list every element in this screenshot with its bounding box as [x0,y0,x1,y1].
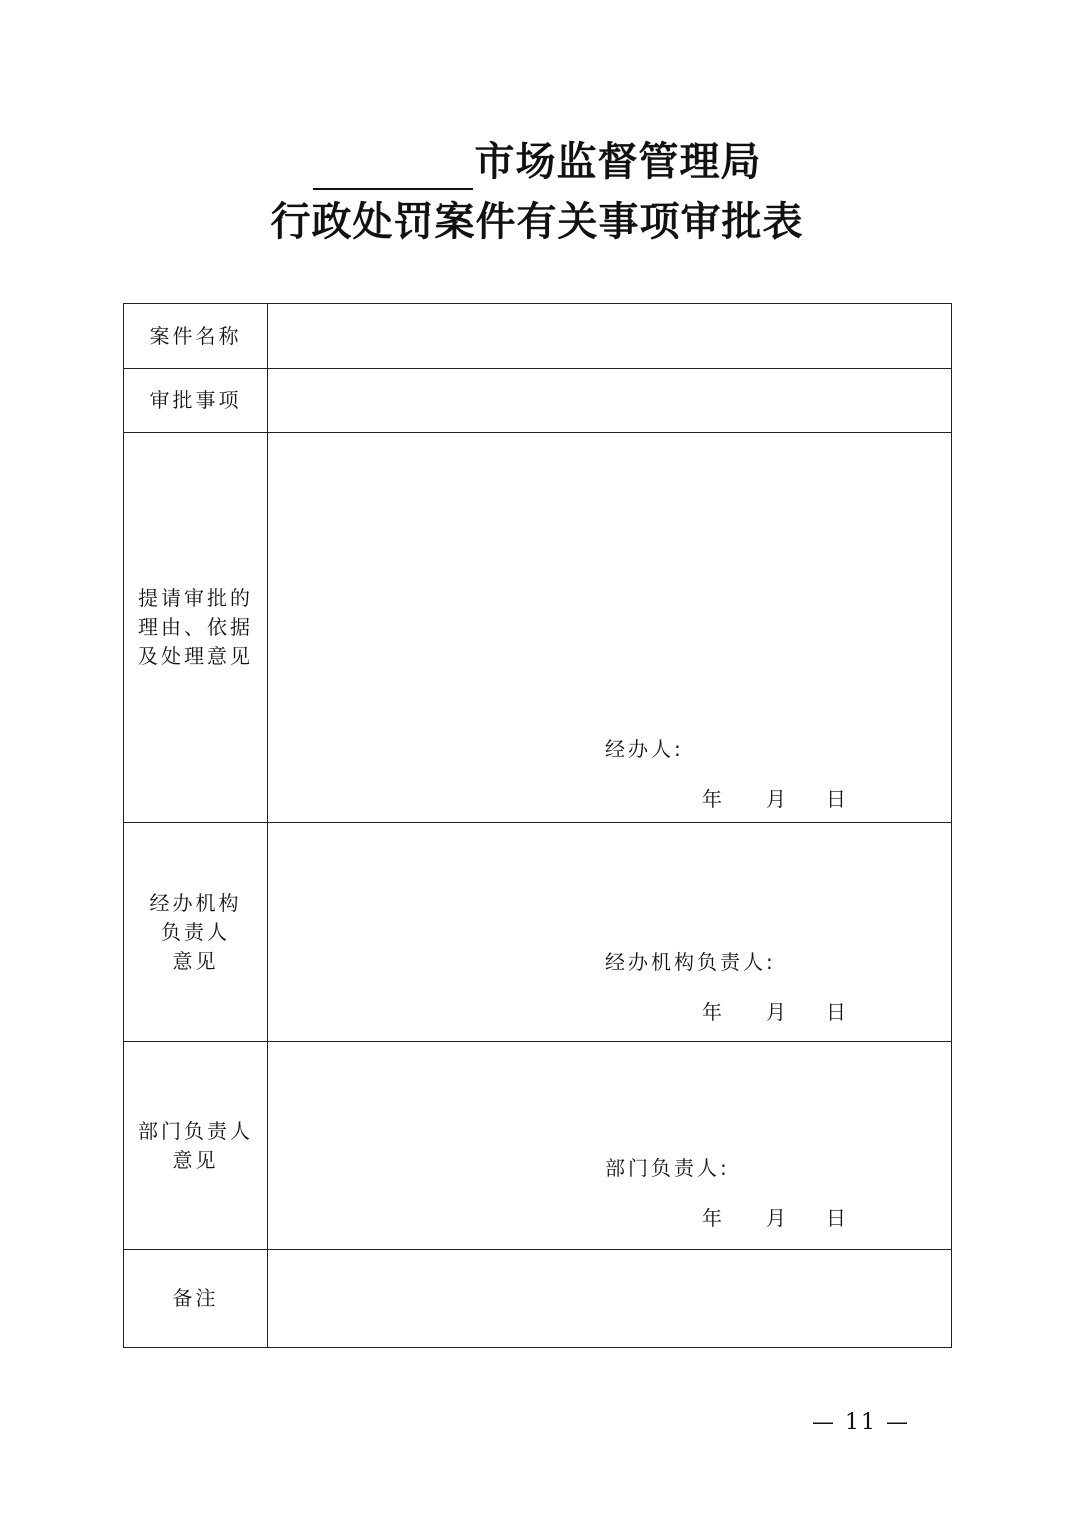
label-dept-head [124,823,268,1042]
label-department [124,1042,268,1250]
field-dept-head[interactable] [268,823,952,1042]
label-dept-head-line1: 经办机构 [149,890,242,915]
date-month: 月 [766,1000,786,1024]
signer-handler: 经办人: [605,737,684,761]
label-reason-line3: 及处理意见 [138,644,253,668]
field-approval-item[interactable] [268,369,952,433]
field-case-name[interactable] [268,304,952,369]
table-row-remarks [124,1250,952,1348]
date-day: 日 [826,787,846,811]
label-dept-head-line2: 负责人 [161,919,230,944]
label-reason-line1: 提请审批的 [138,586,253,610]
label-department-line1: 部门负责人 [138,1118,253,1143]
signer-dept-head: 经办机构负责人: [605,950,776,974]
page-title-line2: 行政处罚案件有关事项审批表 [270,198,804,245]
page-title-line1 [0,134,1074,190]
table-row-dept-head [124,823,952,1042]
table-row-reason [124,433,952,823]
date-year: 年 [702,787,722,811]
table-row-department [124,1042,952,1250]
label-dept-head-line3: 意见 [172,948,219,973]
date-year: 年 [702,1206,722,1230]
signer-department: 部门负责人: [605,1156,730,1180]
label-remarks: 备注 [124,1250,268,1348]
table-row-case-name [124,304,952,369]
date-month: 月 [766,787,786,811]
label-case-name: 案件名称 [124,304,268,369]
field-reason[interactable] [268,433,952,823]
page-number: — 11 — [812,1410,910,1435]
field-department[interactable] [268,1042,952,1250]
date-year: 年 [702,1000,722,1024]
field-remarks[interactable] [268,1250,952,1348]
approval-form-table [123,303,952,1348]
label-department-line2: 意见 [172,1147,219,1172]
label-approval-item: 审批事项 [124,369,268,433]
title-bureau-text: 市场监督管理局 [474,138,762,185]
table-row-approval-item [124,369,952,433]
label-reason-line2: 理由、依据 [138,615,253,639]
date-month: 月 [766,1206,786,1230]
date-day: 日 [826,1000,846,1024]
date-day: 日 [826,1206,846,1230]
label-reason [124,433,268,823]
bureau-name-blank [313,142,473,190]
